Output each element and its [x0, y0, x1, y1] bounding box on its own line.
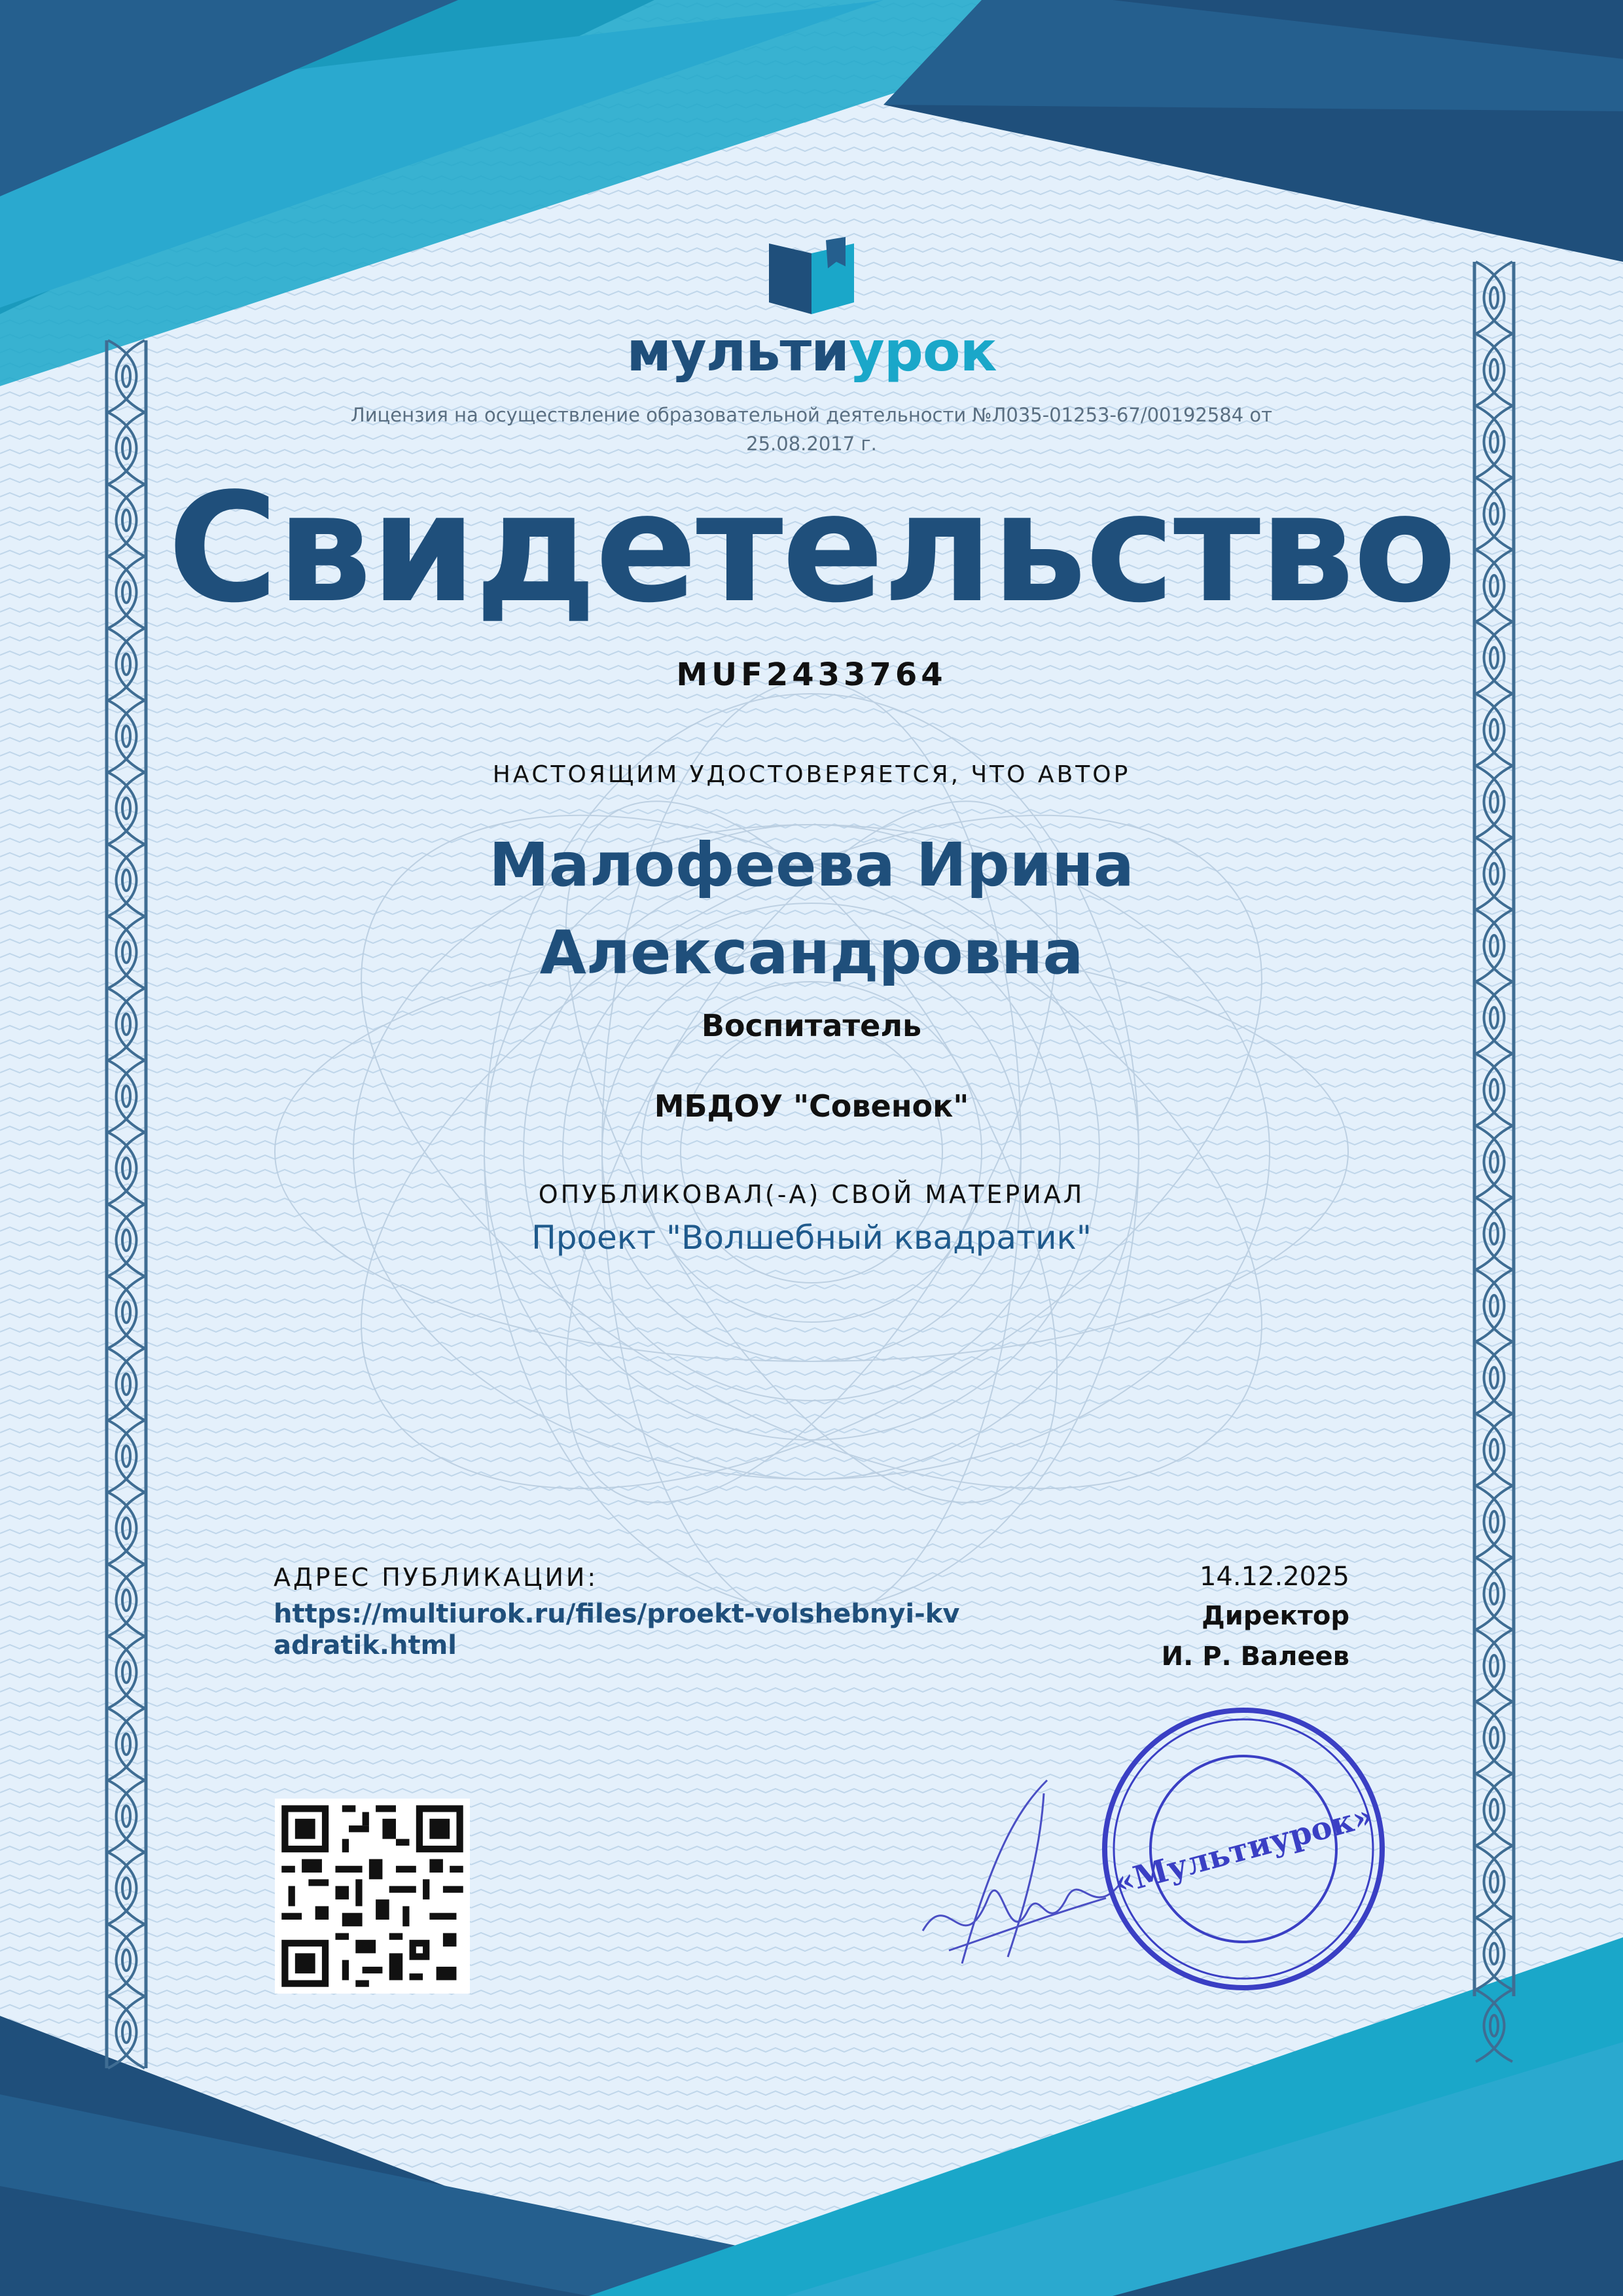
license-text: Лицензия на осуществление образовательной деятельности №Л035-01253-67/00192584 от 25.08.2017 г. [350, 404, 1273, 455]
qr-code[interactable] [275, 1799, 470, 1994]
author-name: Малофеева Ирина Александровна [489, 830, 1134, 988]
address-link[interactable]: https://multiurok.ru/files/proekt-volshebnyi-kvadratik.html [274, 1599, 960, 1660]
issue-date: 14.12.2025 [1199, 1562, 1349, 1592]
svg-text:«Мультиурок»: «Мультиурок» [1110, 1797, 1377, 1902]
certify-text: НАСТОЯЩИМ УДОСТОВЕРЯЕТСЯ, ЧТО АВТОР [492, 761, 1131, 788]
serial-number: MUF2433764 [676, 656, 947, 693]
director-label: Директор [1202, 1601, 1349, 1631]
author-organization: МБДОУ "Совенок" [654, 1088, 969, 1124]
address-label: АДРЕС ПУБЛИКАЦИИ: [274, 1563, 599, 1592]
certificate-title: Свидетельство [168, 461, 1455, 636]
material-title[interactable]: Проект "Волшебный квадратик" [531, 1219, 1092, 1257]
logo-part2: урок [849, 319, 997, 384]
logo-wordmark [0, 319, 1623, 384]
director-name: И. Р. Валеев [1161, 1641, 1349, 1672]
logo-part1: мульти [626, 319, 849, 384]
author-position: Воспитатель [701, 1008, 922, 1043]
book-icon [766, 237, 857, 314]
company-stamp [1096, 1702, 1391, 1996]
published-text: ОПУБЛИКОВАЛ(-А) СВОЙ МАТЕРИАЛ [538, 1180, 1085, 1209]
